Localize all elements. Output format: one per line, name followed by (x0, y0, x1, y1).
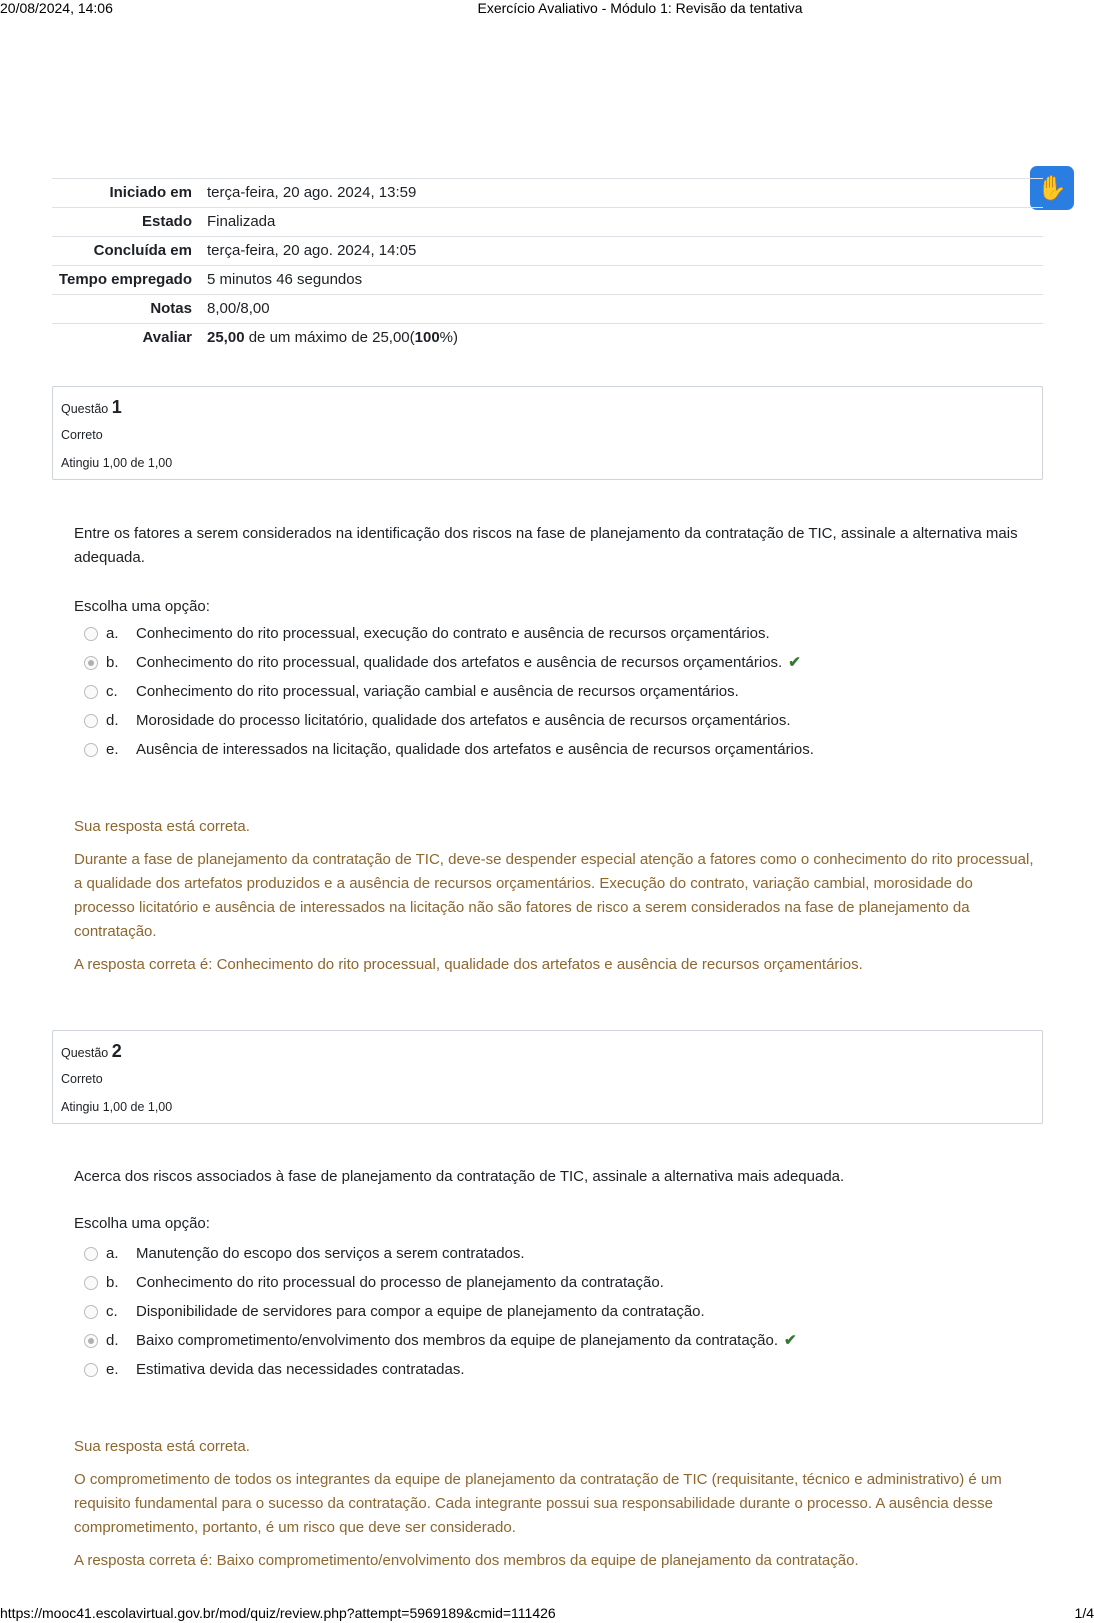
summary-row (52, 265, 1043, 294)
summary-value: terça-feira, 20 ago. 2024, 14:05 (207, 242, 417, 259)
summary-label: Estado (141, 213, 192, 230)
option-a[interactable]: a. Conhecimento do rito processual, execução do contrato e ausência de recursos orçamentários. (84, 622, 770, 646)
options-prompt: Escolha uma opção: (74, 1215, 210, 1232)
summary-row (52, 323, 1043, 352)
question-grade: Atingiu 1,00 de 1,00 (61, 1100, 173, 1114)
summary-row (52, 236, 1043, 265)
check-icon: ✔ (784, 1332, 797, 1349)
question-info-2 (52, 1030, 1043, 1124)
question-status: Correto (61, 1072, 103, 1086)
sign-language-hands-icon: ✋ (1037, 174, 1067, 202)
radio[interactable] (84, 743, 98, 757)
radio[interactable] (84, 714, 98, 728)
summary-row (52, 294, 1043, 323)
option-e[interactable]: e. Ausência de interessados na licitação, qualidade dos artefatos e ausência de recursos orçamentários. (84, 738, 814, 762)
question-grade: Atingiu 1,00 de 1,00 (61, 456, 173, 470)
radio[interactable] (84, 1305, 98, 1319)
summary-label: Avaliar (142, 329, 192, 346)
radio[interactable] (84, 1247, 98, 1261)
question-number: Questão 2 (61, 1041, 122, 1061)
radio[interactable] (84, 685, 98, 699)
option-c[interactable]: c. Conhecimento do rito processual, variação cambial e ausência de recursos orçamentários. (84, 680, 739, 704)
radio[interactable] (84, 1363, 98, 1377)
summary-value: Finalizada (207, 213, 276, 230)
summary-value: 5 minutos 46 segundos (207, 271, 363, 288)
print-title: Exercício Avaliativo - Módulo 1: Revisão da tentativa (477, 0, 803, 16)
option-b[interactable]: b. Conhecimento do rito processual do processo de planejamento da contratação. (84, 1271, 664, 1295)
attempt-summary-table (52, 178, 1043, 352)
question-status: Correto (61, 428, 103, 442)
correct-answer: A resposta correta é: Baixo comprometimento/envolvimento dos membros da equipe de planejamento da contratação. (74, 1552, 859, 1569)
summary-label: Tempo empregado (58, 271, 192, 288)
feedback-status: Sua resposta está correta. (74, 818, 250, 835)
radio-selected[interactable] (84, 656, 98, 670)
question-info-1 (52, 386, 1043, 480)
option-e[interactable]: e. Estimativa devida das necessidades contratadas. (84, 1358, 465, 1382)
page-number: 1/4 (1074, 1605, 1094, 1621)
summary-value: 25,00 de um máximo de 25,00(100%) (207, 329, 459, 346)
check-icon: ✔ (788, 654, 801, 671)
feedback-explanation: O comprometimento de todos os integrantes da equipe de planejamento da contratação de TIC (requisitante, técnico e administrativo) é um requisito fundamental para o sucesso da contratação. Cada integrante possui sua responsabilidade durante o processo. A ausência desse comprometimento, portanto, é um risco que deve ser considerado. (74, 1471, 1002, 1536)
print-datetime: 20/08/2024, 14:06 (0, 0, 113, 16)
summary-row (52, 178, 1043, 207)
radio[interactable] (84, 627, 98, 641)
radio-selected[interactable] (84, 1334, 98, 1348)
option-c[interactable]: c. Disponibilidade de servidores para compor a equipe de planejamento da contratação. (84, 1300, 705, 1324)
question-text: Acerca dos riscos associados à fase de planejamento da contratação de TIC, assinale a alternativa mais adequada. (74, 1168, 845, 1185)
option-d[interactable]: d. Morosidade do processo licitatório, qualidade dos artefatos e ausência de recursos orçamentários. (84, 709, 791, 733)
correct-answer: A resposta correta é: Conhecimento do rito processual, qualidade dos artefatos e ausência de recursos orçamentários. (74, 956, 863, 973)
print-url: https://mooc41.escolavirtual.gov.br/mod/quiz/review.php?attempt=5969189&cmid=111426 (0, 1605, 556, 1621)
option-a[interactable]: a. Manutenção do escopo dos serviços a serem contratados. (84, 1242, 525, 1266)
summary-value: 8,00/8,00 (207, 300, 270, 317)
summary-row (52, 207, 1043, 236)
option-b[interactable]: b. Conhecimento do rito processual, qualidade dos artefatos e ausência de recursos orçamentários. ✔ (84, 651, 801, 675)
feedback-status: Sua resposta está correta. (74, 1438, 250, 1455)
feedback-explanation: Durante a fase de planejamento da contratação de TIC, deve-se despender especial atenção a fatores como o conhecimento do rito processual, a qualidade dos artefatos produzidos e a ausência de recursos orçamentários. Execução do contrato, variação cambial, morosidade do processo licitatório e ausência de interessados na licitação não são fatores de risco a serem considerados na fase de planejamento da contratação. (74, 851, 1034, 940)
summary-value: terça-feira, 20 ago. 2024, 13:59 (207, 184, 417, 201)
radio[interactable] (84, 1276, 98, 1290)
question-number: Questão 1 (61, 397, 122, 417)
option-d[interactable]: d. Baixo comprometimento/envolvimento dos membros da equipe de planejamento da contratação. ✔ (84, 1329, 797, 1353)
question-text: Entre os fatores a serem considerados na identificação dos riscos na fase de planejamento da contratação de TIC, assinale a alternativa mais adequada. (74, 525, 1018, 566)
summary-label: Iniciado em (109, 184, 192, 201)
summary-label: Concluída em (93, 242, 192, 259)
options-prompt: Escolha uma opção: (74, 598, 210, 615)
summary-label: Notas (150, 300, 192, 317)
